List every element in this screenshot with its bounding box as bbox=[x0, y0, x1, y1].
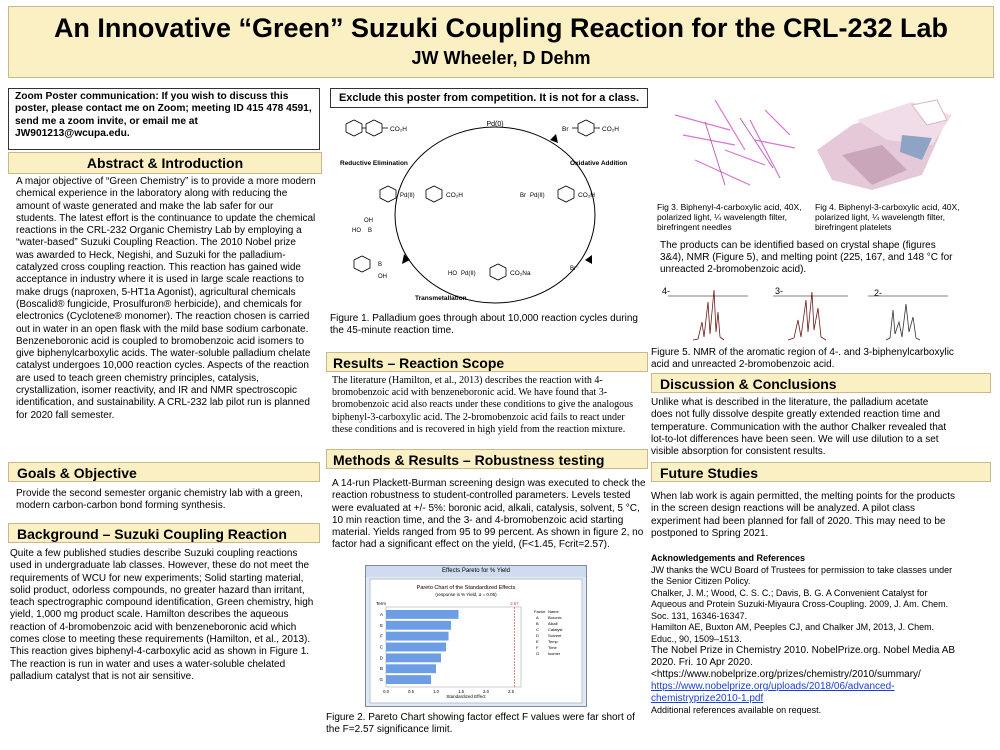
goals-text: Provide the second semester organic chemistry lab with a green, modern carbon-carbon bond forming synthesis. bbox=[16, 488, 303, 512]
chart-window bbox=[365, 565, 587, 707]
discussion-heading: Discussion & Conclusions bbox=[651, 373, 991, 393]
legend-factor-E: E bbox=[536, 639, 539, 644]
legend-factor-A: A bbox=[536, 615, 539, 620]
goals-heading: Goals & Objective bbox=[8, 462, 320, 482]
abstract-heading: Abstract & Introduction bbox=[8, 152, 322, 174]
poster-title: An Innovative “Green” Suzuki Coupling Reaction for the CRL-232 Lab bbox=[53, 13, 949, 43]
legend-factor-C: C bbox=[536, 627, 539, 632]
reference-chalker: Chalker, J. M.; Wood, C. S. C.; Davis, B. G. A Convenient Catalyst for Aqueous and Protein Suzuki-Miyaura Cross-Coupling. 2009, J. Am. Chem. Soc. 131, 16346-16347. bbox=[651, 587, 949, 621]
nmr-label-3: 3- bbox=[775, 286, 784, 296]
oh-label: OH bbox=[364, 218, 373, 224]
chart-title: Pareto Chart of the Standardized Effects bbox=[416, 585, 516, 591]
legend-header-factor: Factor bbox=[534, 609, 546, 614]
bar-E bbox=[386, 621, 451, 630]
pd-intermediate-bottom bbox=[490, 264, 506, 280]
x-tick-label: 2.0 bbox=[483, 689, 489, 694]
category-label-B: B bbox=[379, 666, 383, 672]
cycle-ring bbox=[395, 127, 595, 303]
co2h-label-2: CO₂H bbox=[602, 126, 619, 133]
category-label-F: F bbox=[380, 633, 383, 639]
x-tick-label: 0.0 bbox=[383, 689, 389, 694]
nmr-label-2: 2- bbox=[874, 288, 883, 298]
figure5-nmr-spectra bbox=[658, 282, 958, 344]
scope-text: The literature (Hamilton, et al., 2013) describes the reaction with 4-bromobenzoic acid with benzeneboronic acid. We have found that 3-bromobenzoic acid also reacts under these conditions to give the analogous biphenyl-3-carboxylic acid. The 2-bromobenzoic acid fails to react under these conditions and is recovered in high yield from the reaction mixture. bbox=[332, 375, 634, 435]
chart-subtitle: (response is % Yield, α = 0.05) bbox=[435, 592, 497, 597]
future-heading: Future Studies bbox=[651, 462, 991, 482]
legend-name-E: Temp bbox=[548, 639, 558, 644]
boronic-acid-structure bbox=[354, 256, 370, 272]
chart-window-title: Effects Pareto for % Yield bbox=[366, 566, 586, 577]
b-label: B bbox=[368, 228, 373, 234]
co2h-label-4: CO₂H bbox=[578, 192, 595, 199]
ack-heading: Acknowledgements and References bbox=[651, 553, 806, 563]
products-text: The products can be identified based on crystal shape (figures 3&4), NMR (Figure 5), and melting point (225, 167, and 148 °C for unreacted 2-bromobenzoic acid). bbox=[660, 240, 953, 275]
nmr-label-4: 4- bbox=[662, 286, 671, 296]
methods-heading: Methods & Results – Robustness testing bbox=[326, 449, 648, 469]
legend-header-name: Name bbox=[548, 609, 559, 614]
bar-D bbox=[386, 653, 441, 662]
future-text: When lab work is again permitted, the melting points for the products in the screen design reactions will be analyzed. A pilot class experiment had been planned for fall of 2020. This may need to be postponed to Spring 2021. bbox=[651, 491, 956, 539]
abstract-text: A major objective of “Green Chemistry” is to provide a more modern chemical experience in the laboratory along with reducing the amount of waste generated and make the lab safer for our students. The latest effort is the continuance to update the chemical reactions in the CRL-232 Organic Chemistry Lab by employing a “water-based” Suzuki Coupling Reaction. The 2010 Nobel prize was awarded to Heck, Negishi, and Suzuki for the palladium-catalyzed cross coupling reaction. This reaction has gained wide acceptance in industry where it is used in large scale reactions to make drugs (naproxen, 5-HT1a Agonist), agricultural chemicals (Boscalid® fungicide, Prosulfuron® herbicide), and chemicals for electronics (Cyclotene® monomer). The reaction chosen is carried out in water in an open flask with the mild base sodium carbonate. Benzeneboronic acid is coupled to bromobenzoic acid isomers to give biphenylcarboxylic acids. The water-soluble palladium chelate catalyst undergoes 10,000 reaction cycles. Aspects of the reaction are used to teach green chemistry principles, catalysis, crystallization, isomer reactivity, and IR and NMR spectroscopic identification, and sustainability. A CRL-232 lab pilot run is planned for 2020 fall semester. bbox=[16, 176, 316, 421]
b-label-2: B bbox=[378, 262, 383, 268]
scope-heading: Results – Reaction Scope bbox=[326, 352, 648, 372]
oh-label-2: OH bbox=[378, 274, 387, 280]
reference-line-label: 2.57 bbox=[510, 601, 519, 606]
methods-text: A 14-run Plackett-Burman screening design was executed to check the reaction robustness to student-controlled parameters. Levels tested were evaluated at +/- 5%: boronic acid, alkali, catalysis, solvent, 5 °C, 10 min reaction time, and the 3- and 4-bromobenzoic acid starting material. Yields ranged from 95 to 99 percent. As shown in figure 2, no factor had a significant effect on the yield, (F<1.45, Fcrit=2.57). bbox=[332, 478, 646, 551]
br-minus-label: Br⁻ bbox=[570, 266, 580, 272]
discussion-text: Unlike what is described in the literature, the palladium acetate does not fully dissolve despite greatly extended reaction time and temperature. Communication with the author Chalker revealed that lot-to-lot differences have been seen. We will use dilution to a set visible absorption for consistent results. bbox=[651, 397, 947, 458]
nobel-pdf-link[interactable]: https://www.nobelprize.org/uploads/2018/06/advanced-chemistryprize2010-1.pdf bbox=[651, 681, 895, 704]
x-tick-label: 1.0 bbox=[433, 689, 439, 694]
zoom-note: Zoom Poster communication: If you wish to discuss this poster, please contact me on Zoom; meeting ID 415 478 4591, send me a zoom invite, or email me at JW901213@wcupa.edu. bbox=[8, 88, 320, 150]
legend-name-F: Time bbox=[548, 645, 557, 650]
figure1-caption: Figure 1. Palladium goes through about 10,000 reaction cycles during the 45-minute reaction time. bbox=[330, 313, 638, 336]
bar-B bbox=[386, 664, 436, 673]
poster-authors: JW Wheeler, D Dehm bbox=[411, 48, 591, 68]
figure2-caption: Figure 2. Pareto Chart showing factor effect F values were far short of the F=2.57 significance limit. bbox=[326, 712, 635, 735]
br-pd2-label: Br bbox=[520, 193, 526, 199]
ho-label: HO bbox=[352, 228, 361, 234]
bromobenzoic-acid-structure bbox=[572, 120, 600, 136]
transmetallation-label: Transmetallation bbox=[415, 295, 467, 302]
figure3-micrograph bbox=[655, 90, 805, 200]
legend-factor-F: F bbox=[536, 645, 539, 650]
category-label-C: C bbox=[379, 644, 383, 650]
legend-factor-G: G bbox=[536, 651, 540, 656]
reference-nobel: The Nobel Prize in Chemistry 2010. NobelPrize.org. Nobel Media AB 2020. Fri. 10 Apr 2020. <https://www.nobelprize.org/prizes/chemistry/2010/summary/ bbox=[651, 645, 956, 680]
figure5-caption: Figure 5. NMR of the aromatic region of 4-. and 3-biphenylcarboxylic acid and unreacted 2-bromobenzoic acid. bbox=[651, 347, 954, 370]
background-heading: Background – Suzuki Coupling Reaction bbox=[8, 523, 320, 543]
bar-G bbox=[386, 675, 431, 684]
pd2-label-left: Pd(II) bbox=[400, 193, 415, 199]
br-label: Br bbox=[562, 126, 569, 133]
ack-text: JW thanks the WCU Board of Trustees for permission to take classes under the Senior Citizen Policy. bbox=[651, 564, 953, 586]
acknowledgements-section bbox=[651, 553, 956, 717]
co2na-label: CO₂Na bbox=[510, 270, 531, 277]
x-tick-label: 0.5 bbox=[408, 689, 414, 694]
pd2-label-right: Pd(II) bbox=[530, 193, 545, 199]
bar-C bbox=[386, 643, 446, 652]
pd2-label-bottom: Pd(II) bbox=[461, 271, 476, 277]
category-label-D: D bbox=[379, 655, 383, 661]
pareto-chart bbox=[366, 577, 586, 705]
co2h-label: CO₂H bbox=[390, 126, 407, 133]
category-label-G: G bbox=[379, 677, 383, 683]
oxidative-addition-label: Oxidative Addition bbox=[570, 160, 628, 167]
additional-references-note: Additional references available on request. bbox=[651, 705, 822, 715]
legend-name-D: Solvent bbox=[548, 633, 562, 638]
reductive-elimination-label: Reductive Elimination bbox=[340, 160, 408, 167]
reference-hamilton: Hamilton AE, Buxton AM, Peeples CJ, and Chalker JM, 2013, J. Chem. Educ., 90, 1509–1513. bbox=[651, 622, 935, 644]
ho-pd2-label: HO bbox=[448, 271, 457, 277]
title-banner bbox=[8, 6, 994, 78]
legend-name-A: Boronic bbox=[548, 615, 562, 620]
x-axis-label: Standardized Effect bbox=[446, 694, 486, 699]
legend-factor-D: D bbox=[536, 633, 539, 638]
figure3-caption: Fig 3. Biphenyl-4-carboxylic acid, 40X, polarized light, ¼ wavelength filter, birefringent needles bbox=[657, 202, 802, 232]
x-tick-label: 1.5 bbox=[458, 689, 464, 694]
co2h-label-3: CO₂H bbox=[446, 192, 463, 199]
background-text: Quite a few published studies describe Suzuki coupling reactions used in undergraduate lab classes. However, these do not meet the requirements of WCU for new experiments; Solid starting material, solid product, odorless compounds, no greater hazard than irritant, teach spectrographic compound identification, Green chemistry, high yield, 1,000 mg product scale. Hamilton describes the aqueous reaction of 4-bromobenzoic acid with benzeneboronic acid which comes close to meeting these requirements (Hamilton, et al., 2013). This reaction gives biphenyl-4-carboxylic acid as shown in Figure 1. The reaction is run in water and uses a water-soluble chelated palladium catalyst that is not air sensitive. bbox=[10, 548, 314, 682]
pd0-label: Pd(0) bbox=[486, 121, 504, 128]
x-tick-label: 2.5 bbox=[508, 689, 514, 694]
bar-F bbox=[386, 632, 449, 641]
legend-factor-B: B bbox=[536, 621, 539, 626]
figure4-caption: Fig 4. Biphenyl-3-carboxylic acid, 40X, polarized light, ¼ wavelength filter, birefringent platelets bbox=[815, 202, 960, 232]
category-label-E: E bbox=[379, 622, 383, 628]
exclude-note: Exclude this poster from competition. It is not for a class. bbox=[330, 88, 648, 108]
figure4-micrograph bbox=[812, 90, 962, 200]
category-label-A: A bbox=[379, 611, 383, 617]
y-axis-label: Term bbox=[376, 601, 386, 606]
cycle-arrow bbox=[585, 255, 592, 264]
pd-intermediate-right bbox=[558, 186, 574, 202]
bar-A bbox=[386, 610, 459, 619]
biphenyl-product-structure bbox=[346, 120, 388, 136]
legend-name-G: Isomer bbox=[548, 651, 561, 656]
legend-name-C: Catalyst bbox=[548, 627, 563, 632]
catalytic-cycle-diagram bbox=[330, 110, 648, 310]
legend-name-B: Alkali bbox=[548, 621, 558, 626]
